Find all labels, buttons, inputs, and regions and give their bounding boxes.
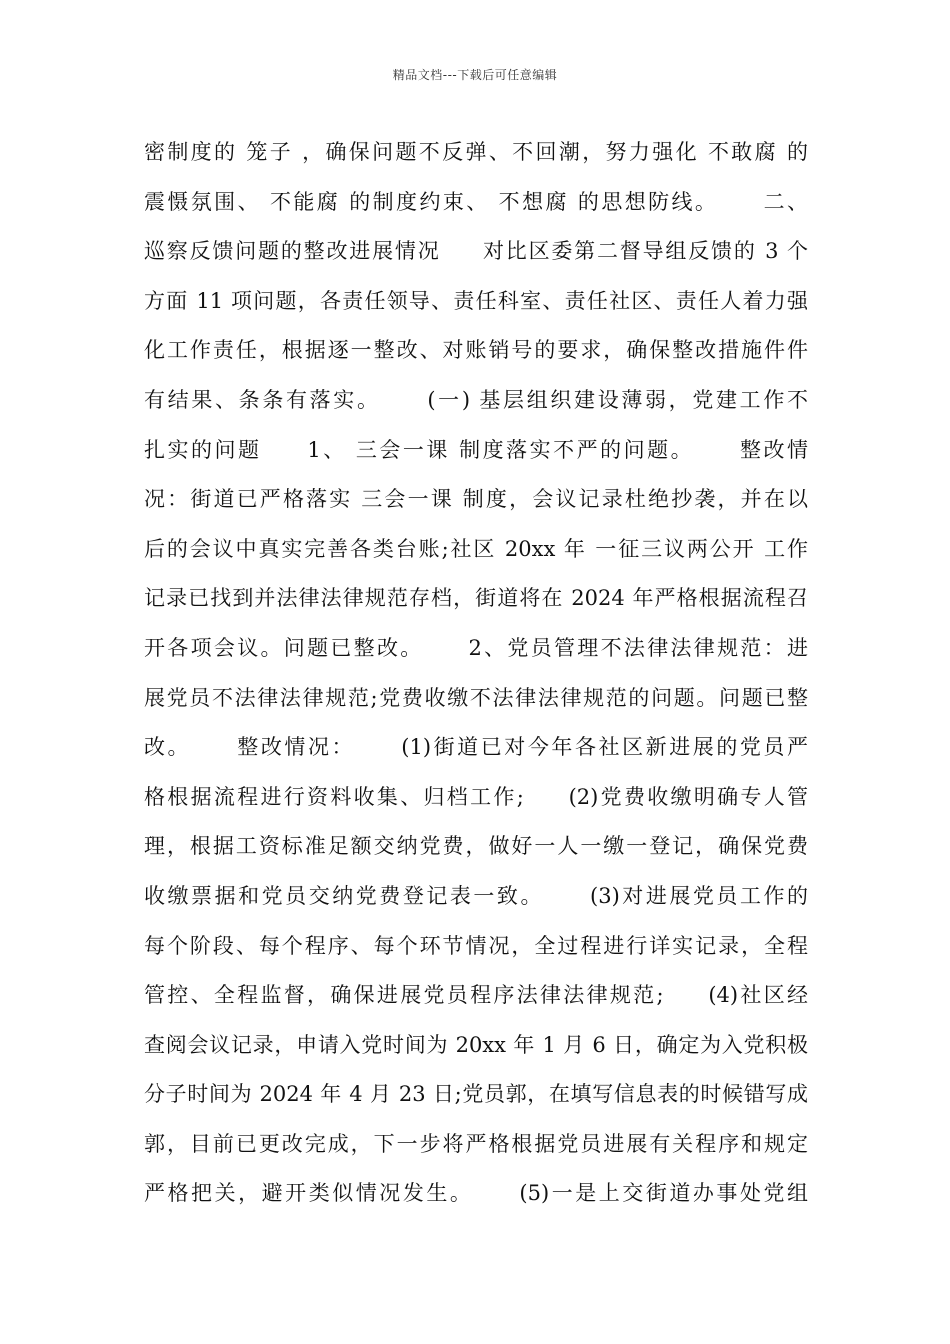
page-header: 精品文档---下载后可任意编辑	[392, 68, 558, 82]
text-line: 化工作责任，根据逐一整改、对账销号的要求，确保整改措施件件	[144, 338, 808, 363]
text-line: 查阅会议记录，申请入党时间为 20xx 年 1 月 6 日，确定为入党积极	[144, 1032, 808, 1057]
text-line: 收缴票据和党员交纳党费登记表一致。 (3)对进展党员工作的	[144, 883, 808, 908]
text-line: 况：街道已严格落实 三会一课 制度，会议记录杜绝抄袭，并在以	[144, 487, 808, 512]
text-line: 改。 整改情况： (1)街道已对今年各社区新进展的党员严	[144, 735, 808, 760]
text-line: 郭，目前已更改完成，下一步将严格根据党员进展有关程序和规定	[144, 1131, 808, 1156]
text-line: 震慑氛围、 不能腐 的制度约束、 不想腐 的思想防线。 二、	[144, 189, 808, 214]
document-body	[144, 128, 808, 1219]
text-line: 扎实的问题 1、 三会一课 制度落实不严的问题。 整改情	[144, 437, 808, 462]
text-line: 展党员不法律法律规范;党费收缴不法律法律规范的问题。问题已整	[144, 685, 808, 710]
text-line: 方面 11 项问题，各责任领导、责任科室、责任社区、责任人着力强	[144, 288, 808, 313]
text-line: 每个阶段、每个程序、每个环节情况，全过程进行详实记录，全程	[144, 933, 808, 958]
text-line: 有结果、条条有落实。 (一) 基层组织建设薄弱，党建工作不	[144, 387, 808, 412]
text-line: 管控、全程监督，确保进展党员程序法律法律规范; (4)社区经	[144, 983, 808, 1008]
text-line: 记录已找到并法律法律规范存档，街道将在 2024 年严格根据流程召	[144, 586, 808, 611]
text-line: 严格把关，避开类似情况发生。 (5)一是上交街道办事处党组	[144, 1181, 808, 1206]
text-line: 理，根据工资标准足额交纳党费，做好一人一缴一登记，确保党费	[144, 834, 808, 859]
text-line: 分子时间为 2024 年 4 月 23 日;党员郭，在填写信息表的时候错写成	[144, 1082, 808, 1107]
text-line: 巡察反馈问题的整改进展情况 对比区委第二督导组反馈的 3 个	[144, 239, 808, 264]
text-line: 格根据流程进行资料收集、归档工作; (2)党费收缴明确专人管	[144, 784, 808, 809]
text-line: 后的会议中真实完善各类台账;社区 20xx 年 一征三议两公开 工作	[144, 536, 808, 561]
text-line: 开各项会议。问题已整改。 2、党员管理不法律法律规范：进	[144, 635, 808, 660]
text-line: 密制度的 笼子 ，确保问题不反弹、不回潮，努力强化 不敢腐 的	[144, 140, 808, 164]
